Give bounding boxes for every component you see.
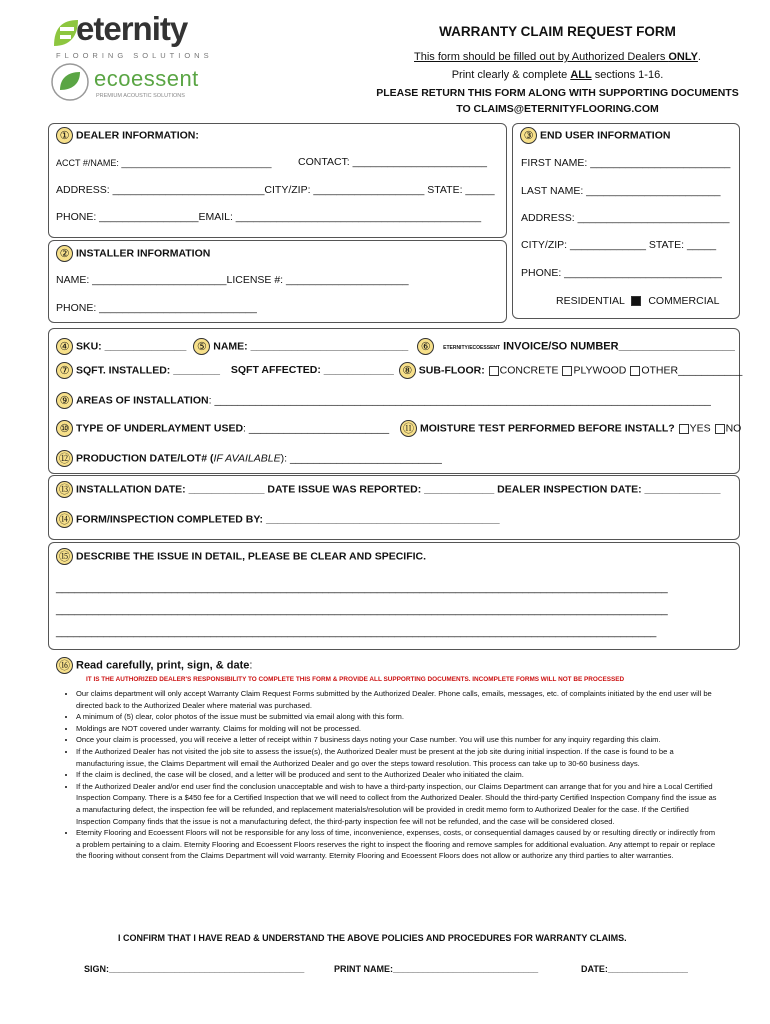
ecoessent-subtitle: PREMIUM ACOUSTIC SOLUTIONS [96,93,185,99]
terms-title-text: Read carefully, print, sign, & date [76,659,250,672]
terms-bullet: • Our claims department will only accept Warranty Claim Request Forms submitted by the Authorized Dealer. Phone calls, emails, messages, etc. of complaints initiated by the end user will be directed back to the Authorized Dealer where material was purchased. [76,688,718,711]
header-line-1-c: . [697,51,701,63]
row-sqft-subfloor [56,362,742,379]
section-7-badge: ⑦ [56,362,73,379]
sign-field[interactable]: SIGN:_______________________________________ [84,964,305,974]
header-line-1-b: ONLY [668,51,698,63]
header-line-1 [360,51,755,63]
yes-checkbox[interactable] [679,424,689,434]
last-name-field[interactable]: LAST NAME: _______________________ [521,185,721,197]
end-user-city-field[interactable]: CITY/ZIP: _____________ STATE: _____ [521,239,717,251]
terms-bullet: • Once your claim is processed, you will receive a letter of receipt within 7 business days noting your Case number. You will use this number for any inquiry regarding this claim. [76,734,718,746]
terms-title [56,657,252,674]
eternity-logo [52,10,252,64]
terms-bullet: • If the claim is declined, the case will be closed, and a letter will be produced and sent to the Authorized Dealer who initiated the claim. [76,769,718,781]
header-line-2-a: Print clearly & complete [451,69,571,81]
section-12-badge: ⑫ [56,450,73,467]
terms-bullet: • A minimum of (5) clear, color photos of the issue must be submitted via email along with this form. [76,711,718,723]
end-user-title-text: END USER INFORMATION [540,129,671,142]
property-type-checkbox[interactable] [631,296,641,306]
terms-bullet: • If the Authorized Dealer has not visited the job site to assess the issue(s), the Authorized Dealer must be present at the job site during initial inspection. If the case is found to be a manufacturing issue, the Claims Department will email the Authorized Dealer and go over the steps toward resolution. This process can take up to 30-60 business days. [76,746,718,769]
row-production-date [56,450,442,467]
moisture-label: MOISTURE TEST PERFORMED BEFORE INSTALL? [419,422,675,435]
row-areas [56,392,711,409]
underlayment-field[interactable]: : ________________________ [243,422,390,435]
plywood-checkbox[interactable] [562,366,572,376]
other-checkbox[interactable] [630,366,640,376]
section-8-badge: ⑧ [399,362,416,379]
sqft-affected-field[interactable]: SQFT AFFECTED: ____________ [230,364,394,377]
installer-phone-field[interactable]: PHONE: ___________________________ [56,302,257,314]
describe-title [56,548,426,565]
subfloor-label: SUB-FLOOR: [418,364,485,377]
concrete-checkbox[interactable] [489,366,499,376]
form-title: WARRANTY CLAIM REQUEST FORM [439,24,676,39]
brand-label: ETERNITY/ECOESSENT [443,345,501,352]
terms-warning: IT IS THE AUTHORIZED DEALER'S RESPONSIBILITY TO COMPLETE THIS FORM & PROVIDE ALL SUPPORTING DOCUMENTS. INCOMPLETE FORMS WILL NOT BE PROCESSED [86,676,625,683]
installer-name-license-field[interactable]: NAME: _______________________LICENSE #: _____________________ [56,274,409,286]
sqft-installed-field[interactable]: SQFT. INSTALLED: ________ [76,364,220,377]
eternity-wordmark: eternity [76,10,188,47]
areas-label: AREAS OF INSTALLATION [76,394,209,407]
describe-line-1[interactable]: _____________________________________________________________________________________________________ [56,582,668,594]
other-field[interactable]: OTHER___________ [641,364,743,377]
dealer-title [56,127,199,144]
section-15-badge: ⑮ [56,548,73,565]
section-4-badge: ④ [56,338,73,355]
first-name-field[interactable]: FIRST NAME: ________________________ [521,157,731,169]
installer-title-text: INSTALLER INFORMATION [76,247,211,260]
section-9-badge: ⑨ [56,392,73,409]
terms-bullet: • If the Authorized Dealer and/or end user find the conclusion unacceptable and wish to have a third-party inspection, our Claims Department can arrange that for you and hire a Local Certified Inspection Company. There is a $450 fee for a Certified Inspection that we will need to collect from the Authorized Dealer. Should the third-party Certified Inspection Company find the issue as a manufacturing defect, the inspection fee will be refunded, and replacement materials/resolution will be provided in credit memo form to Authorized Dealer for the case. If the Certified Inspection Company finds that the issue is not a manufacturing defect, the third-party inspection fee will not be refunded, and the case will be considered closed. [76,781,718,827]
dealer-title-text: DEALER INFORMATION: [76,129,199,142]
row-sku-name-invoice [56,338,735,355]
date-field[interactable]: DATE:________________ [581,964,688,974]
header-line-3: PLEASE RETURN THIS FORM ALONG WITH SUPPORTING DOCUMENTS [376,87,739,99]
plywood-label: PLYWOOD [573,364,627,377]
confirm-statement: I CONFIRM THAT I HAVE READ & UNDERSTAND THE ABOVE POLICIES AND PROCEDURES FOR WARRANTY CLAIMS. [118,933,627,943]
completed-by-field[interactable]: FORM/INSPECTION COMPLETED BY: ________________________________________ [76,513,500,526]
no-label: NO [725,422,742,435]
end-user-address-field[interactable]: ADDRESS: __________________________ [521,212,730,224]
installer-title [56,245,210,262]
production-field[interactable]: ): __________________________ [280,452,442,465]
product-name-field[interactable]: NAME: ___________________________ [213,340,409,353]
terms-title-colon: : [249,659,253,672]
eternity-subtitle: FLOORING SOLUTIONS [56,51,213,60]
yes-label: YES [689,422,711,435]
ecoessent-logo [50,62,250,106]
header-line-2-b: ALL [570,69,592,81]
section-1-badge: ① [56,127,73,144]
concrete-label: CONCRETE [499,364,559,377]
dates-field[interactable]: INSTALLATION DATE: _____________ DATE ISSUE WAS REPORTED: ____________ DEALER INSPECTION DATE: _____________ [76,483,721,496]
underlayment-label: TYPE OF UNDERLAYMENT USED [76,422,244,435]
section-10-badge: ⑩ [56,420,73,437]
dealer-address-field[interactable]: ADDRESS: __________________________CITY/ZIP: ___________________ STATE: _____ [56,184,495,196]
row-underlayment-moisture [56,420,741,437]
sku-field[interactable]: SKU: ______________ [76,340,187,353]
section-5-badge: ⑤ [193,338,210,355]
ecoessent-wordmark: ecoessent [94,66,199,91]
header-line-2 [360,69,755,81]
terms-list [58,688,718,862]
header-line-2-c: sections 1-16. [591,69,664,81]
production-label: PRODUCTION DATE/LOT# ( [76,452,214,465]
describe-line-2[interactable]: _____________________________________________________________________________________________________ [56,604,668,616]
header-line-4: TO CLAIMS@ETERNITYFLOORING.COM [456,103,659,115]
print-name-field[interactable]: PRINT NAME:_____________________________ [334,964,539,974]
section-14-badge: ⑭ [56,511,73,528]
section-16-badge: ⑯ [56,657,73,674]
production-italic: IF AVAILABLE [213,452,281,465]
ecoessent-leaf-icon [50,62,90,102]
row-completed-by [56,511,500,528]
end-user-phone-field[interactable]: PHONE: ___________________________ [521,267,722,279]
contact-field[interactable]: CONTACT: _______________________ [298,156,487,168]
terms-bullet: • Eternity Flooring and Ecoessent Floors will not be responsible for any loss of time, inconvenience, expenses, costs, or consequential damages caused by or resulting directly or indirectly from a problem pertaining to a claim. Eternity Flooring and Ecoessent Floors reserves the right to inspect the flooring and remove samples for additional evaluation. Any attempt to repair or replace the flooring without consent from the Claims Department will void warranty. Eternity Flooring and Ecoessent Floors does not allow or authorize any third parties to alter warranties. [76,827,718,862]
describe-title-text: DESCRIBE THE ISSUE IN DETAIL, PLEASE BE CLEAR AND SPECIFIC. [76,550,427,563]
eternity-leaf-icon [52,18,78,48]
end-user-title [520,127,670,144]
no-checkbox[interactable] [715,424,725,434]
dealer-phone-email-field[interactable]: PHONE: _________________EMAIL: __________________________________________ [56,211,482,223]
header-line-1-a: This form should be filled out by Authorized Dealers [414,51,669,63]
property-type-row [556,295,720,307]
section-11-badge: ⑪ [400,420,417,437]
areas-field[interactable]: : _____________________________________________________________________________________ [208,394,711,407]
terms-bullet: • Moldings are NOT covered under warranty. Claims for molding will not be processed. [76,723,718,735]
section-3-badge: ③ [520,127,537,144]
acct-field[interactable]: ACCT #/NAME: ______________________________ [56,158,272,168]
invoice-field[interactable]: INVOICE/SO NUMBER___________________ [503,340,735,353]
section-6-badge: ⑥ [417,338,434,355]
describe-line-3[interactable]: _____________________________________________________________________________________________________ [56,626,657,638]
commercial-label: COMMERCIAL [648,295,720,307]
section-13-badge: ⑬ [56,481,73,498]
row-dates [56,481,720,498]
section-2-badge: ② [56,245,73,262]
residential-label: RESIDENTIAL [556,295,625,307]
